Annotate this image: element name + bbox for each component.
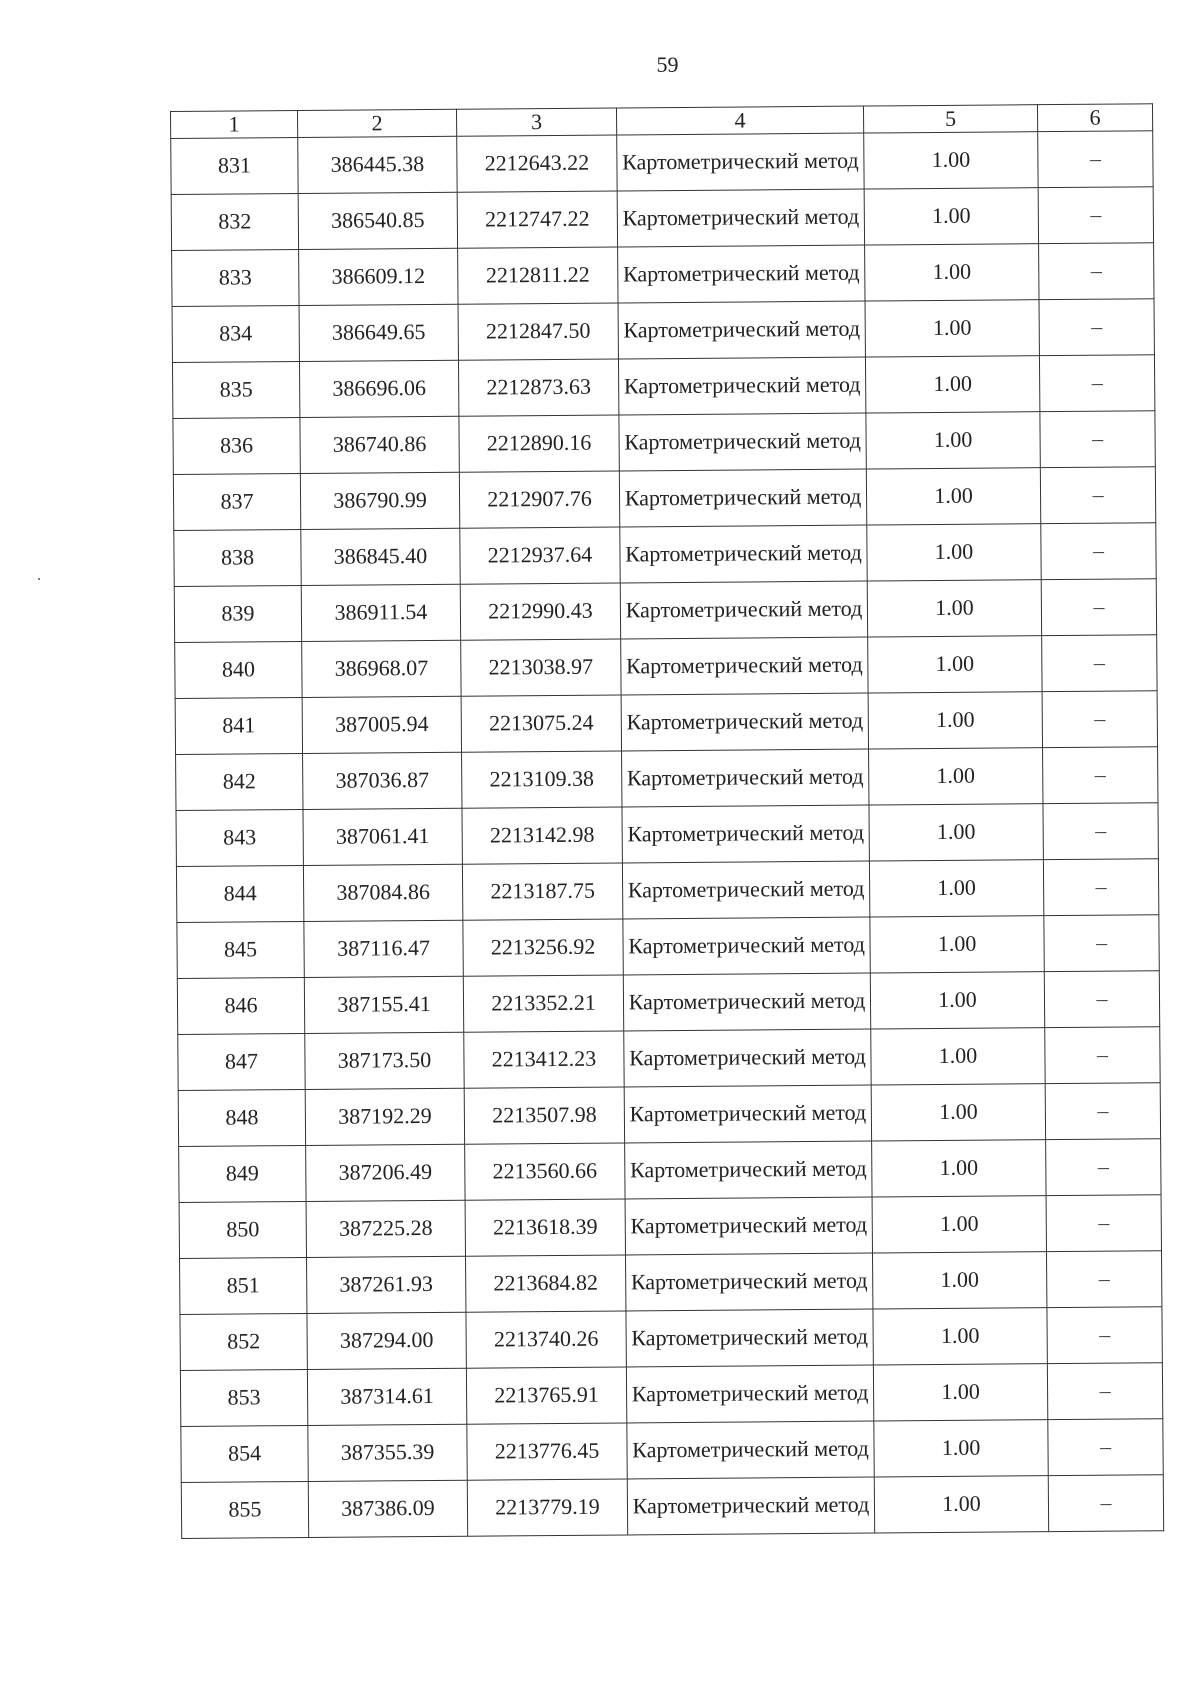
x-coordinate-cell: 387225.28 (306, 1200, 465, 1257)
x-coordinate-cell: 386649.65 (299, 304, 458, 361)
point-number-cell: 838 (174, 529, 301, 586)
y-coordinate-cell: 2212907.76 (459, 471, 619, 528)
table-row (180, 1251, 1162, 1315)
y-coordinate-cell: 2212873.63 (458, 359, 618, 416)
y-coordinate-cell: 2213618.39 (465, 1199, 625, 1256)
x-coordinate-cell: 386609.12 (299, 248, 458, 305)
note-cell: – (1039, 355, 1154, 412)
accuracy-cell: 1.00 (871, 1028, 1045, 1085)
method-cell: Картометрический метод (620, 525, 867, 583)
note-cell: – (1040, 411, 1155, 468)
x-coordinate-cell: 387294.00 (307, 1312, 466, 1369)
table-row (181, 1419, 1163, 1483)
table-row (171, 187, 1153, 251)
column-header: 1 (171, 110, 298, 138)
method-cell: Картометрический метод (625, 1197, 872, 1255)
accuracy-cell: 1.00 (869, 860, 1043, 917)
y-coordinate-cell: 2213256.92 (463, 919, 623, 976)
method-cell: Картометрический метод (618, 301, 865, 359)
x-coordinate-cell: 387061.41 (303, 808, 462, 865)
y-coordinate-cell: 2212937.64 (460, 527, 620, 584)
note-cell: – (1045, 1083, 1160, 1140)
table-row (174, 579, 1156, 643)
note-cell: – (1045, 1027, 1160, 1084)
note-cell: – (1041, 523, 1156, 580)
method-cell: Картометрический метод (626, 1365, 873, 1423)
point-number-cell: 846 (177, 977, 304, 1034)
accuracy-cell: 1.00 (870, 972, 1044, 1029)
accuracy-cell: 1.00 (871, 1084, 1045, 1141)
y-coordinate-cell: 2213109.38 (462, 751, 622, 808)
table-row (178, 1027, 1160, 1091)
table-row (175, 635, 1157, 699)
point-number-cell: 839 (174, 585, 301, 642)
y-coordinate-cell: 2213684.82 (466, 1255, 626, 1312)
accuracy-cell: 1.00 (868, 692, 1042, 749)
note-cell: – (1043, 859, 1158, 916)
note-cell: – (1046, 1139, 1161, 1196)
method-cell: Картометрический метод (617, 189, 864, 247)
scan-speck (38, 578, 40, 580)
x-coordinate-cell: 386911.54 (301, 584, 460, 641)
accuracy-cell: 1.00 (866, 468, 1040, 525)
x-coordinate-cell: 386445.38 (298, 136, 457, 193)
point-number-cell: 843 (176, 809, 303, 866)
x-coordinate-cell: 386740.86 (300, 416, 459, 473)
note-cell: – (1038, 131, 1153, 188)
method-cell: Картометрический метод (621, 693, 868, 751)
note-cell: – (1041, 579, 1156, 636)
note-cell: – (1043, 747, 1158, 804)
page-number: 59 (656, 52, 679, 77)
accuracy-cell: 1.00 (864, 132, 1038, 189)
y-coordinate-cell: 2212811.22 (458, 247, 618, 304)
note-cell: – (1044, 915, 1159, 972)
point-number-cell: 836 (173, 417, 300, 474)
note-cell: – (1046, 1195, 1161, 1252)
method-cell: Картометрический метод (622, 861, 869, 919)
point-number-cell: 853 (180, 1369, 307, 1426)
x-coordinate-cell: 387314.61 (307, 1368, 466, 1425)
table-body (171, 131, 1164, 1539)
point-number-cell: 851 (180, 1257, 307, 1314)
y-coordinate-cell: 2213142.98 (462, 807, 622, 864)
method-cell: Картометрический метод (623, 917, 870, 975)
x-coordinate-cell: 386540.85 (298, 192, 457, 249)
point-number-cell: 832 (171, 193, 298, 250)
table-row (177, 915, 1159, 979)
x-coordinate-cell: 387192.29 (305, 1088, 464, 1145)
point-number-cell: 840 (175, 641, 302, 698)
table-row (172, 355, 1154, 419)
accuracy-cell: 1.00 (868, 636, 1042, 693)
accuracy-cell: 1.00 (869, 748, 1043, 805)
x-coordinate-cell: 386968.07 (302, 640, 461, 697)
table-row (177, 971, 1159, 1035)
accuracy-cell: 1.00 (872, 1252, 1046, 1309)
note-cell: – (1042, 635, 1157, 692)
column-header: 2 (298, 109, 457, 137)
x-coordinate-cell: 387206.49 (306, 1144, 465, 1201)
y-coordinate-cell: 2213412.23 (464, 1031, 624, 1088)
method-cell: Картометрический метод (618, 245, 865, 303)
method-cell: Картометрический метод (622, 805, 869, 863)
y-coordinate-cell: 2213075.24 (461, 695, 621, 752)
point-number-cell: 834 (172, 305, 299, 362)
point-number-cell: 835 (172, 361, 299, 418)
accuracy-cell: 1.00 (866, 412, 1040, 469)
note-cell: – (1046, 1251, 1161, 1308)
method-cell: Картометрический метод (626, 1309, 873, 1367)
table-row (176, 803, 1158, 867)
coordinates-table (170, 103, 1164, 1539)
accuracy-cell: 1.00 (873, 1308, 1047, 1365)
x-coordinate-cell: 387386.09 (308, 1480, 467, 1537)
accuracy-cell: 1.00 (872, 1140, 1046, 1197)
x-coordinate-cell: 386790.99 (300, 472, 459, 529)
method-cell: Картометрический метод (619, 413, 866, 471)
table-row (176, 747, 1158, 811)
column-header: 5 (863, 105, 1037, 133)
note-cell: – (1039, 299, 1154, 356)
accuracy-cell: 1.00 (872, 1196, 1046, 1253)
method-cell: Картометрический метод (625, 1141, 872, 1199)
table-row (181, 1475, 1163, 1539)
x-coordinate-cell: 387173.50 (305, 1032, 464, 1089)
y-coordinate-cell: 2212643.22 (457, 135, 617, 192)
accuracy-cell: 1.00 (867, 580, 1041, 637)
y-coordinate-cell: 2213507.98 (464, 1087, 624, 1144)
method-cell: Картометрический метод (623, 973, 870, 1031)
y-coordinate-cell: 2212990.43 (460, 583, 620, 640)
method-cell: Картометрический метод (627, 1477, 874, 1535)
note-cell: – (1038, 187, 1153, 244)
table-row (176, 859, 1158, 923)
y-coordinate-cell: 2212747.22 (457, 191, 617, 248)
y-coordinate-cell: 2213560.66 (465, 1143, 625, 1200)
method-cell: Картометрический метод (620, 581, 867, 639)
note-cell: – (1047, 1363, 1162, 1420)
x-coordinate-cell: 387036.87 (303, 752, 462, 809)
y-coordinate-cell: 2213765.91 (466, 1367, 626, 1424)
x-coordinate-cell: 387355.39 (308, 1424, 467, 1481)
x-coordinate-cell: 387084.86 (303, 864, 462, 921)
method-cell: Картометрический метод (619, 469, 866, 527)
accuracy-cell: 1.00 (873, 1364, 1047, 1421)
column-header: 4 (616, 106, 863, 135)
method-cell: Картометрический метод (624, 1085, 871, 1143)
note-cell: – (1044, 971, 1159, 1028)
point-number-cell: 855 (181, 1481, 308, 1538)
y-coordinate-cell: 2213779.19 (467, 1479, 627, 1536)
table-row (179, 1195, 1161, 1259)
x-coordinate-cell: 386696.06 (299, 360, 458, 417)
point-number-cell: 850 (179, 1201, 306, 1258)
x-coordinate-cell: 387005.94 (302, 696, 461, 753)
accuracy-cell: 1.00 (864, 188, 1038, 245)
accuracy-cell: 1.00 (869, 804, 1043, 861)
accuracy-cell: 1.00 (865, 244, 1039, 301)
method-cell: Картометрический метод (618, 357, 865, 415)
point-number-cell: 848 (178, 1089, 305, 1146)
y-coordinate-cell: 2213352.21 (463, 975, 623, 1032)
column-header: 6 (1037, 104, 1152, 132)
note-cell: – (1048, 1475, 1163, 1532)
point-number-cell: 847 (178, 1033, 305, 1090)
table-row (174, 523, 1156, 587)
table-row (172, 299, 1154, 363)
point-number-cell: 852 (180, 1313, 307, 1370)
x-coordinate-cell: 387116.47 (304, 920, 463, 977)
note-cell: – (1039, 243, 1154, 300)
accuracy-cell: 1.00 (874, 1476, 1048, 1533)
note-cell: – (1048, 1419, 1163, 1476)
note-cell: – (1043, 803, 1158, 860)
table-row (180, 1363, 1162, 1427)
table-row (173, 467, 1155, 531)
accuracy-cell: 1.00 (874, 1420, 1048, 1477)
method-cell: Картометрический метод (625, 1253, 872, 1311)
accuracy-cell: 1.00 (865, 356, 1039, 413)
note-cell: – (1047, 1307, 1162, 1364)
table-row (172, 243, 1154, 307)
point-number-cell: 845 (177, 921, 304, 978)
x-coordinate-cell: 386845.40 (301, 528, 460, 585)
accuracy-cell: 1.00 (865, 300, 1039, 357)
table-row (179, 1139, 1161, 1203)
method-cell: Картометрический метод (622, 749, 869, 807)
table-row (180, 1307, 1162, 1371)
method-cell: Картометрический метод (627, 1421, 874, 1479)
y-coordinate-cell: 2213776.45 (467, 1423, 627, 1480)
method-cell: Картометрический метод (624, 1029, 871, 1087)
method-cell: Картометрический метод (617, 133, 864, 191)
x-coordinate-cell: 387261.93 (307, 1256, 466, 1313)
y-coordinate-cell: 2212890.16 (459, 415, 619, 472)
point-number-cell: 833 (172, 249, 299, 306)
point-number-cell: 844 (176, 865, 303, 922)
accuracy-cell: 1.00 (870, 916, 1044, 973)
point-number-cell: 842 (176, 753, 303, 810)
note-cell: – (1042, 691, 1157, 748)
y-coordinate-cell: 2212847.50 (458, 303, 618, 360)
point-number-cell: 837 (173, 473, 300, 530)
table-row (173, 411, 1155, 475)
table-row (175, 691, 1157, 755)
y-coordinate-cell: 2213740.26 (466, 1311, 626, 1368)
point-number-cell: 849 (179, 1145, 306, 1202)
point-number-cell: 841 (175, 697, 302, 754)
y-coordinate-cell: 2213038.97 (461, 639, 621, 696)
y-coordinate-cell: 2213187.75 (462, 863, 622, 920)
note-cell: – (1040, 467, 1155, 524)
column-header: 3 (456, 108, 616, 136)
table-row (171, 131, 1153, 195)
accuracy-cell: 1.00 (867, 524, 1041, 581)
x-coordinate-cell: 387155.41 (304, 976, 463, 1033)
table-row (178, 1083, 1160, 1147)
point-number-cell: 854 (181, 1425, 308, 1482)
method-cell: Картометрический метод (621, 637, 868, 695)
point-number-cell: 831 (171, 137, 298, 194)
